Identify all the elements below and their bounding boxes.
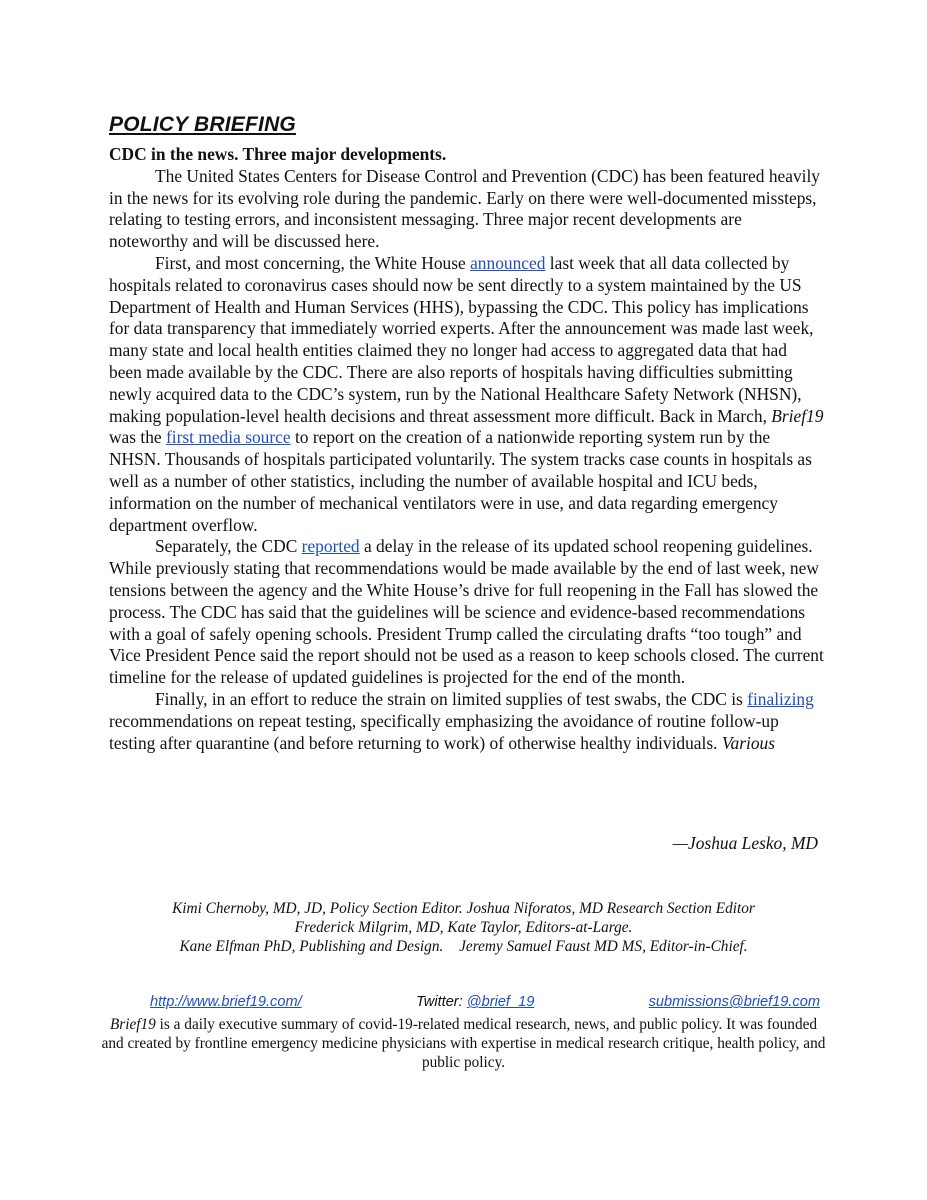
credits-line-1: Kimi Chernoby, MD, JD, Policy Section Editor. Joshua Niforatos, MD Research Section Editor bbox=[172, 900, 755, 917]
paragraph-4-text-a: Finally, in an effort to reduce the strain on limited supplies of test swabs, the CDC is bbox=[155, 688, 748, 709]
announced-link[interactable]: announced bbox=[470, 252, 546, 273]
twitter-handle-link[interactable]: @brief_19 bbox=[466, 994, 535, 1010]
paragraph-3-text-a: Separately, the CDC bbox=[155, 536, 302, 557]
author-byline: —Joshua Lesko, MD bbox=[672, 833, 818, 853]
paragraph-3-text-b: a delay in the release of its updated school reopening guidelines. While previously stating that recommendations would be made available by the end of last week, new tensions between the agency and the White House’s drive for full reopening in the Fall has slowed the process. The CDC has said that the guidelines will be science and evidence-based recommendations with a goal of safely opening schools. President Trump called the circulating drafts “too tough” and Vice President Pence said the report should not be used as a reason to keep schools closed. The current timeline for the release of updated guidelines is projected for the end of the month. bbox=[109, 536, 824, 688]
credits-line-2: Frederick Milgrim, MD, Kate Taylor, Editors-at-Large. bbox=[294, 919, 633, 936]
paragraph-2-text-a: First, and most concerning, the White House bbox=[155, 252, 471, 273]
twitter-label: Twitter: bbox=[415, 994, 467, 1010]
first-media-source-link[interactable]: first media source bbox=[166, 427, 291, 448]
paragraph-1-text: The United States Centers for Disease Control and Prevention (CDC) has been featured heavily in the news for its evolving role during the pandemic. Early on there were well-documented missteps, relating to testing errors, and inconsistent messaging. Three major recent developments are noteworthy and will be discussed here. bbox=[109, 165, 821, 252]
email-link[interactable]: submissions@brief19.com bbox=[648, 994, 820, 1010]
finalizing-link[interactable]: finalizing bbox=[747, 688, 814, 709]
section-title: POLICY BRIEFING bbox=[109, 113, 296, 136]
article-body bbox=[109, 144, 824, 754]
website-link[interactable]: http://www.brief19.com/ bbox=[150, 994, 302, 1010]
credits-line-3 bbox=[0, 937, 927, 956]
reported-link[interactable]: reported bbox=[301, 536, 360, 557]
credits-editor-in-chief: Jeremy Samuel Faust MD MS, Editor-in-Chief. bbox=[459, 938, 748, 955]
footer-brand: Brief19 bbox=[109, 1016, 156, 1033]
twitter-contact bbox=[416, 994, 534, 1010]
article-headline: CDC in the news. Three major developments. bbox=[109, 144, 447, 164]
editorial-credits bbox=[0, 899, 927, 956]
paragraph-2-text-b: last week that all data collected by hospitals related to coronavirus cases should now be sent directly to a system maintained by the US Department of Health and Human Services (HHS), bypassing the CDC. This policy has implications for data transparency that immediately worried experts. After the announcement was made last week, many state and local health entities claimed they no longer had access to aggregated data that had been made available by the CDC. There are also reports of hospitals having difficulties submitting newly acquired data to the CDC’s system, run by the National Healthcare Safety Network (NHSN), making population-level health decisions and threat assessment more difficult. Back in March, bbox=[109, 252, 814, 426]
paragraph-3 bbox=[109, 536, 824, 689]
footer-description-text: is a daily executive summary of covid-19-related medical research, news, and public policy. It was founded and created by frontline emergency medicine physicians with expertise in medical research critique, health policy, and public policy. bbox=[101, 1016, 826, 1071]
paragraph-2-text-c: was the bbox=[109, 427, 166, 448]
source-attribution: Various bbox=[721, 732, 775, 753]
paragraph-2-text-d: to report on the creation of a nationwide reporting system run by the NHSN. Thousands of hospitals participated voluntarily. The system tracks case counts in hospitals as well as a number of other statistics, including the number of available hospital and ICU beds, information on the number of mechanical ventilators were in use, and data regarding emergency department overflow. bbox=[109, 427, 812, 535]
footer-links bbox=[150, 994, 820, 1010]
paragraph-4-text-b: recommendations on repeat testing, specifically emphasizing the avoidance of routine follow-up testing after quarantine (and before returning to work) of otherwise healthy individuals. bbox=[109, 710, 779, 753]
paragraph-4 bbox=[109, 689, 824, 754]
footer-description bbox=[100, 1015, 827, 1072]
credits-publishing: Kane Elfman PhD, Publishing and Design. bbox=[179, 938, 444, 955]
paragraph-2 bbox=[109, 253, 824, 536]
paragraph-1 bbox=[109, 166, 824, 253]
brief19-brand: Brief19 bbox=[771, 405, 824, 426]
